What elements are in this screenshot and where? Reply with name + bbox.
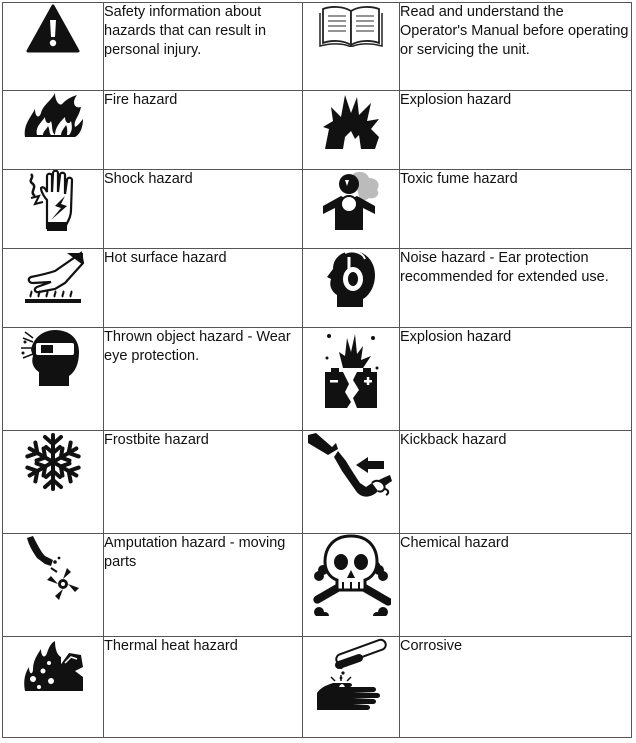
table-row — [3, 249, 632, 328]
symbol-description: Read and understand the Operator's Manual before operating or servicing the unit. — [400, 3, 632, 91]
eye-protection-icon — [21, 328, 85, 388]
icon-cell — [303, 637, 400, 738]
fire-hazard-icon — [21, 91, 85, 139]
table-row — [3, 91, 632, 170]
operators-manual-icon — [319, 3, 383, 47]
frostbite-icon — [23, 431, 83, 493]
symbol-description: Noise hazard - Ear protection recommended for extended use. — [400, 249, 632, 328]
kickback-icon — [306, 431, 396, 503]
table-row — [3, 431, 632, 534]
icon-cell — [303, 534, 400, 637]
safety-alert-icon — [25, 3, 81, 55]
symbol-description: Amputation hazard - moving parts — [104, 534, 303, 637]
icon-cell — [303, 249, 400, 328]
toxic-fume-icon — [319, 170, 383, 232]
table-row — [3, 170, 632, 249]
symbol-description: Shock hazard — [104, 170, 303, 249]
table-row — [3, 3, 632, 91]
icon-cell — [3, 637, 104, 738]
battery-explosion-icon — [319, 328, 383, 412]
icon-cell — [303, 431, 400, 534]
symbol-description: Kickback hazard — [400, 431, 632, 534]
symbol-description: Corrosive — [400, 637, 632, 738]
symbol-description: Explosion hazard — [400, 328, 632, 431]
icon-cell — [3, 170, 104, 249]
icon-cell — [3, 91, 104, 170]
hot-surface-icon — [21, 249, 85, 305]
icon-cell — [3, 328, 104, 431]
symbol-description: Frostbite hazard — [104, 431, 303, 534]
amputation-icon — [23, 534, 83, 600]
icon-cell — [3, 431, 104, 534]
symbol-description: Thrown object hazard - Wear eye protection. — [104, 328, 303, 431]
icon-cell — [3, 534, 104, 637]
shock-hazard-icon — [25, 170, 81, 232]
noise-hazard-icon — [323, 249, 379, 309]
symbol-description: Fire hazard — [104, 91, 303, 170]
symbol-description: Safety information about hazards that can result in personal injury. — [104, 3, 303, 91]
table-row — [3, 534, 632, 637]
icon-cell — [303, 170, 400, 249]
thermal-heat-icon — [21, 637, 85, 693]
icon-cell — [303, 91, 400, 170]
hazard-symbols-table — [2, 2, 632, 738]
symbol-description: Thermal heat hazard — [104, 637, 303, 738]
corrosive-icon — [313, 637, 389, 713]
symbol-description: Hot surface hazard — [104, 249, 303, 328]
table-row — [3, 637, 632, 738]
symbol-description: Toxic fume hazard — [400, 170, 632, 249]
icon-cell — [3, 249, 104, 328]
symbol-description: Chemical hazard — [400, 534, 632, 637]
symbol-description: Explosion hazard — [400, 91, 632, 170]
icon-cell — [3, 3, 104, 91]
table-row — [3, 328, 632, 431]
icon-cell — [303, 328, 400, 431]
icon-cell — [303, 3, 400, 91]
skull-crossbones-icon — [311, 534, 391, 616]
explosion-hazard-icon — [321, 91, 381, 151]
